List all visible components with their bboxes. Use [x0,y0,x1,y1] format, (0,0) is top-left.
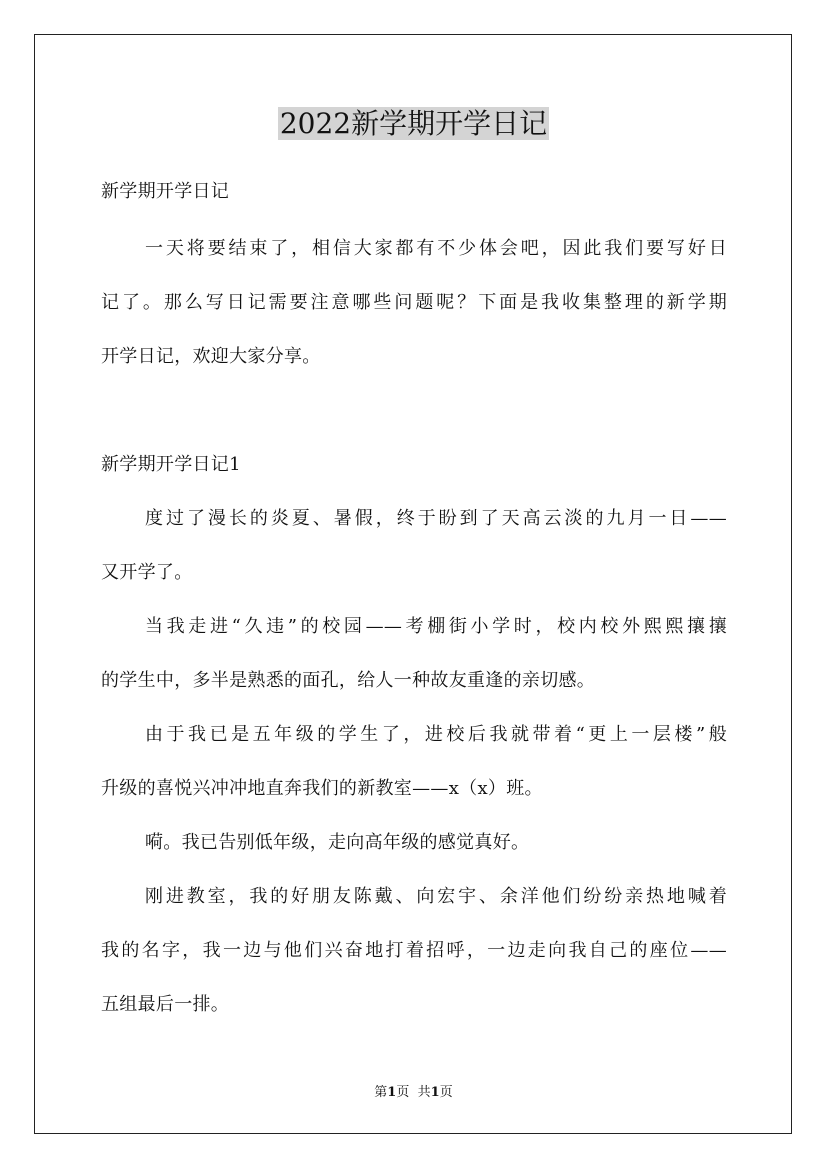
paragraph-line: 当我走进“久违”的校园——考棚街小学时，校内校外熙熙攘攘 [145,616,727,637]
section-heading: 新学期开学日记1 [101,454,241,475]
paragraph-line: 度过了漫长的炎夏、暑假，终于盼到了天高云淡的九月一日—— [145,508,727,529]
paragraph-line: 刚进教室，我的好朋友陈戴、向宏宇、余洋他们纷纷亲热地喊着 [145,886,727,907]
section-heading: 新学期开学日记 [101,181,230,202]
paragraph-line: 升级的喜悦兴冲冲地直奔我们的新教室——x（x）班。 [101,778,543,799]
paragraph-line: 嗬。我已告别低年级，走向高年级的感觉真好。 [145,832,530,853]
paragraph-line: 的学生中，多半是熟悉的面孔，给人一种故友重逢的亲切感。 [101,670,596,691]
document-title-text: 2022新学期开学日记 [279,107,548,140]
paragraph-line: 又开学了。 [101,562,193,583]
footer-page-suffix: 页 [396,1085,410,1100]
document-title [0,104,827,144]
footer-page-number: 1 [387,1085,397,1100]
footer-page-prefix: 第 [374,1085,388,1100]
paragraph-line: 开学日记，欢迎大家分享。 [101,346,321,367]
paragraph-line: 记了。那么写日记需要注意哪些问题呢？下面是我收集整理的新学期 [101,292,727,313]
page-footer [0,1084,827,1102]
footer-total-prefix: 共 [417,1085,431,1100]
paragraph-line: 我的名字，我一边与他们兴奋地打着招呼，一边走向我自己的座位—— [101,940,727,961]
footer-total-suffix: 页 [439,1085,453,1100]
paragraph-line: 由于我已是五年级的学生了，进校后我就带着“更上一层楼”般 [145,724,727,745]
paragraph-line: 五组最后一排。 [101,994,230,1015]
footer-total-number: 1 [430,1085,440,1100]
paragraph-line: 一天将要结束了，相信大家都有不少体会吧，因此我们要写好日 [145,238,727,259]
